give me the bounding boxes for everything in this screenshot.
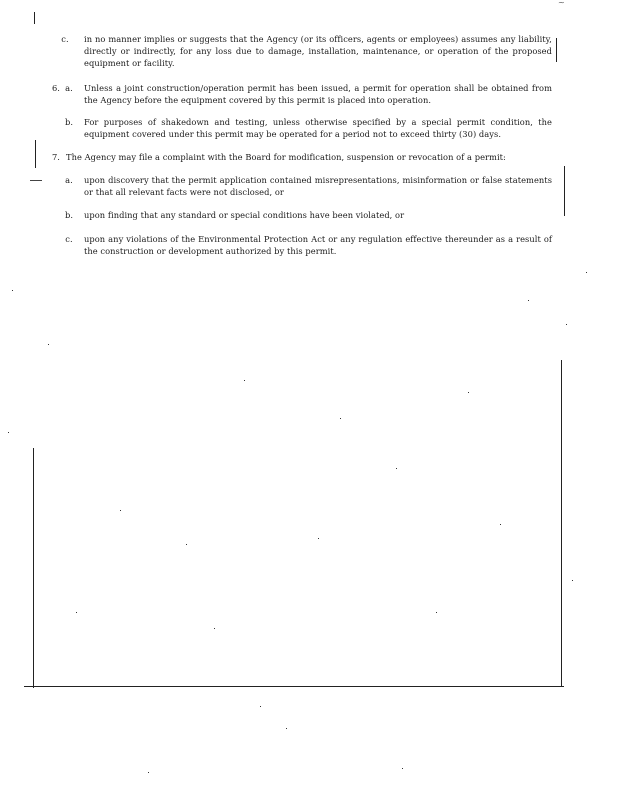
item-text-5c: in no manner implies or suggests that the Agency (or its officers, agents or employees) assumes any liability, directly or indirectly, for any loss due to damage, installation, maintenance, or operation of the proposed equipment or facility. bbox=[84, 34, 552, 68]
item-letter-5c: c. bbox=[61, 34, 69, 44]
scan-speck bbox=[402, 768, 403, 769]
scan-speck bbox=[318, 538, 319, 539]
scan-right-bar-bottom bbox=[561, 360, 562, 686]
scan-speck bbox=[572, 580, 573, 581]
scan-speck bbox=[12, 290, 13, 291]
scan-speck bbox=[286, 728, 287, 729]
item-number-6: 6. bbox=[51, 83, 60, 93]
scan-speck bbox=[120, 510, 121, 511]
scan-left-bar-mid bbox=[35, 140, 36, 168]
scan-left-bar-bottom bbox=[33, 448, 34, 688]
scan-speck bbox=[528, 300, 529, 301]
item-text-7a: upon discovery that the permit application contained misrepresentations, misinformation or false statements or that all relevant facts were not disclosed, or bbox=[84, 175, 552, 197]
page-corner-marker: ~ bbox=[558, 0, 565, 7]
scan-speck bbox=[8, 432, 9, 433]
scan-right-bar-top bbox=[556, 38, 557, 62]
item-text-7b: upon finding that any standard or special conditions have been violated, or bbox=[84, 210, 405, 220]
item-letter-6b: b. bbox=[64, 117, 74, 127]
scan-speck bbox=[244, 380, 245, 381]
scan-speck bbox=[566, 324, 567, 325]
item-text-7c: upon any violations of the Environmental Protection Act or any regulation effective thereunder as a result of the construction or development authorized by this permit. bbox=[84, 234, 552, 256]
scan-speck bbox=[468, 392, 469, 393]
item-letter-7a: a. bbox=[65, 175, 73, 185]
item-letter-6a: a. bbox=[65, 83, 73, 93]
scan-speck bbox=[186, 544, 187, 545]
item-letter-7b: b. bbox=[64, 210, 74, 220]
scan-speck bbox=[214, 628, 215, 629]
item-text-6b: For purposes of shakedown and testing, unless otherwise specified by a special permit condition, the equipment covered under this permit may be operated for a period not to exceed thirty (30) days. bbox=[84, 117, 552, 139]
scan-speck bbox=[340, 418, 341, 419]
item-number-7: 7. bbox=[51, 152, 60, 162]
scan-speck bbox=[586, 272, 587, 273]
item-text-6a: Unless a joint construction/operation permit has been issued, a permit for operation shall be obtained from the Agency before the equipment covered by this permit is placed into operation. bbox=[84, 83, 552, 105]
scan-speck bbox=[500, 524, 501, 525]
scan-speck bbox=[396, 468, 397, 469]
scan-speck bbox=[436, 612, 437, 613]
scan-speck bbox=[148, 772, 149, 773]
scan-speck bbox=[260, 706, 261, 707]
item-letter-7c: c. bbox=[65, 234, 73, 244]
item-text-7: The Agency may file a complaint with the Board for modification, suspension or revocation of a permit: bbox=[66, 152, 506, 162]
scan-bottom-rule bbox=[24, 686, 564, 687]
scan-speck bbox=[48, 344, 49, 345]
scan-right-bar-mid bbox=[564, 166, 565, 216]
scan-speck bbox=[76, 612, 77, 613]
scan-left-dash bbox=[30, 180, 42, 181]
scan-left-bar-top bbox=[34, 12, 35, 24]
